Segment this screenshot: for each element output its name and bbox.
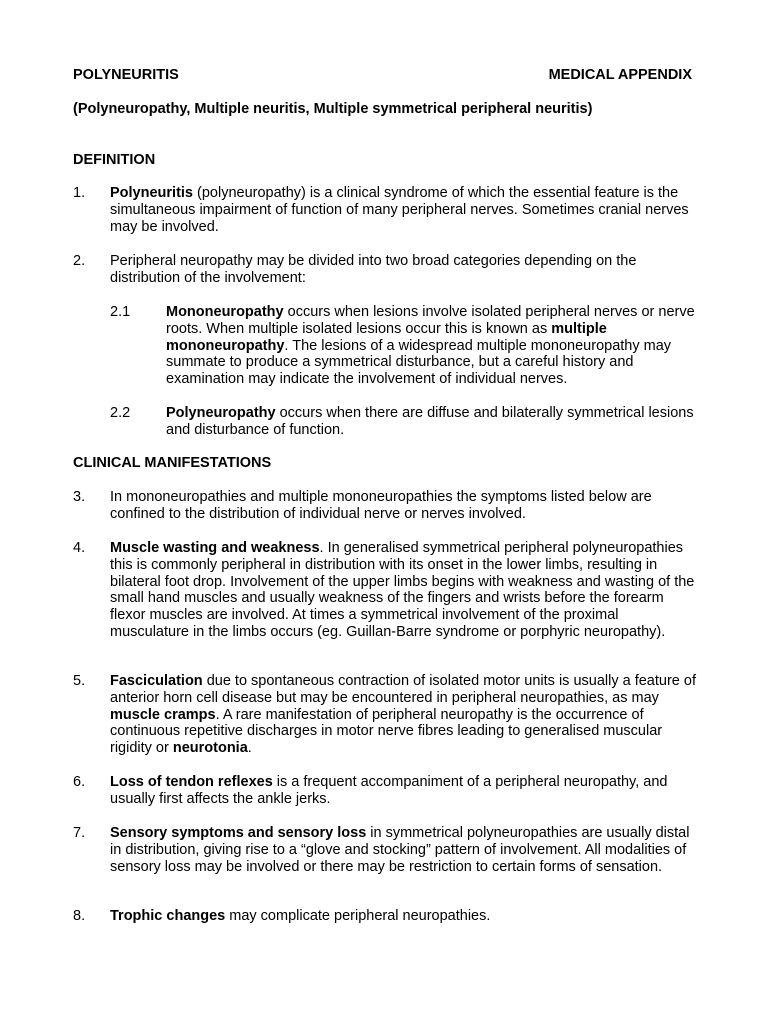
text: In mononeuropathies and multiple mononeuropathies the symptoms listed below are confined to the distribution of individual nerve or nerves involved. (110, 489, 652, 522)
item-number: 1. (73, 185, 86, 201)
term: Trophic changes (110, 908, 226, 924)
paragraph-subitem-2-1 (166, 304, 700, 388)
item-number: 7. (73, 825, 86, 841)
text: . A rare manifestation of peripheral neuropathy is the occurrence of continuous repetitive discharges in motor nerve fibres leading to generalised muscular rigidity or (110, 706, 663, 757)
item-number: 2. (73, 253, 86, 269)
text: . The lesions of a widespread multiple mononeuropathy may summate to produce a symmetrical disturbance, but a careful history and examination may indicate the involvement of individual nerves. (166, 337, 672, 388)
item-number: 8. (73, 908, 86, 924)
paragraph-item-3 (110, 489, 700, 523)
term: multiple mononeuropathy (166, 320, 607, 354)
text: (polyneuropathy) is a clinical syndrome of which the essential feature is the simultaneous impairment of function of many peripheral nerves. Sometimes cranial nerves may be involved. (110, 185, 689, 235)
paragraph-item-7 (110, 825, 700, 875)
item-number: 6. (73, 774, 86, 790)
term: Loss of tendon reflexes (110, 774, 273, 790)
item-number: 3. (73, 489, 86, 505)
text: is a frequent accompaniment of a peripheral neuropathy, and usually first affects the ankle jerks. (110, 774, 668, 807)
term: Fasciculation (110, 673, 203, 689)
paragraph-item-6 (110, 774, 700, 808)
item-number: 5. (73, 673, 86, 689)
document-subtitle: (Polyneuropathy, Multiple neuritis, Multiple symmetrical peripheral neuritis) (73, 101, 593, 117)
subitem-number: 2.2 (110, 405, 131, 421)
text: may complicate peripheral neuropathies. (225, 908, 491, 924)
document-category: MEDICAL APPENDIX (548, 67, 692, 83)
text: due to spontaneous contraction of isolated motor units is usually a feature of anterior horn cell disease but may be encountered in peripheral neuropathies, as may (110, 673, 696, 706)
text: in symmetrical polyneuropathies are usually distal in distribution, giving rise to a “glove and stocking” pattern of involvement. All modalities of sensory loss may be involved or there may be restriction to certain forms of sensation. (110, 825, 690, 875)
paragraph-item-1 (110, 185, 700, 235)
text: occurs when there are diffuse and bilaterally symmetrical lesions and disturbance of function. (166, 405, 694, 438)
text: Peripheral neuropathy may be divided into two broad categories depending on the distribution of the involvement: (110, 253, 637, 286)
term: Mononeuropathy (166, 304, 284, 320)
term: Sensory symptoms and sensory loss (110, 825, 367, 841)
paragraph-item-2 (110, 253, 700, 287)
paragraph-item-5 (110, 673, 700, 757)
paragraph-item-8 (110, 908, 700, 925)
term: neurotonia (172, 740, 248, 757)
document-title: POLYNEURITIS (73, 67, 179, 83)
item-number: 4. (73, 540, 86, 556)
section-heading-clinical: CLINICAL MANIFESTATIONS (73, 455, 272, 471)
term: Muscle wasting and weakness (110, 540, 320, 556)
subitem-number: 2.1 (110, 304, 131, 320)
paragraph-item-4 (110, 540, 700, 641)
term: muscle cramps (110, 706, 216, 723)
text: . In generalised symmetrical peripheral polyneuropathies this is commonly peripheral in distribution with its onset in the lower limbs, resulting in bilateral foot drop. Involvement of the upper limbs begins with weakness and wasting of the small hand muscles and usually weakness of the fingers and wrists before the forearm flexor muscles are involved. At times a symmetrical involvement of the proximal musculature in the limbs occurs (eg. Guillan-Barre syndrome or porphyric neuropathy). (110, 540, 695, 640)
text: . (247, 740, 252, 757)
term: Polyneuropathy (166, 405, 276, 421)
text: occurs when lesions involve isolated peripheral nerves or nerve roots. When multiple isolated lesions occur this is known as (166, 304, 695, 337)
paragraph-subitem-2-2 (166, 405, 700, 439)
term: Polyneuritis (110, 185, 193, 201)
section-heading-definition: DEFINITION (73, 152, 156, 168)
